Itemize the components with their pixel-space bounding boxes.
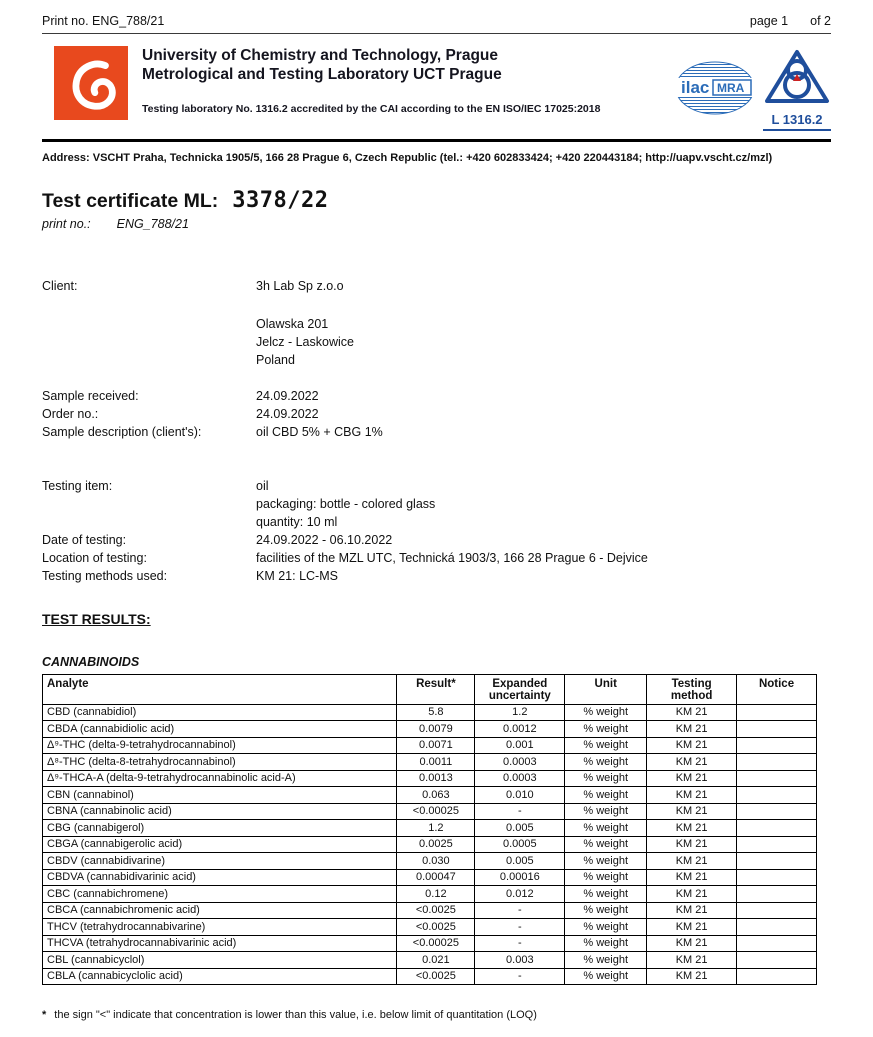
cell-uncertainty: - <box>475 968 565 985</box>
cell-analyte: Δ⁹-THCA-A (delta-9-tetrahydrocannabinolic acid-A) <box>43 770 397 787</box>
cell-method: KM 21 <box>647 853 737 870</box>
client-address <box>256 315 831 369</box>
cell-method: KM 21 <box>647 737 737 754</box>
methods-value: KM 21: LC-MS <box>256 569 338 583</box>
table-row <box>43 935 817 952</box>
cell-result: 0.0025 <box>397 836 475 853</box>
table-row <box>43 737 817 754</box>
cell-notice <box>737 770 817 787</box>
table-row <box>43 968 817 985</box>
cell-method: KM 21 <box>647 869 737 886</box>
cell-analyte: CBL (cannabicyclol) <box>43 952 397 969</box>
testing-item-row <box>42 477 831 531</box>
table-row <box>43 803 817 820</box>
client-label: Client: <box>42 279 78 293</box>
cell-result: 0.0079 <box>397 721 475 738</box>
cannabinoids-group-title: CANNABINOIDS <box>42 655 140 669</box>
table-header-row <box>43 675 817 705</box>
cell-analyte: CBDA (cannabidiolic acid) <box>43 721 397 738</box>
cell-notice <box>737 754 817 771</box>
cell-method: KM 21 <box>647 820 737 837</box>
client-name: 3h Lab Sp z.o.o <box>256 279 344 293</box>
col-header-method: Testing method <box>647 675 737 705</box>
lab-address: Address: VSCHT Praha, Technicka 1905/5, 166 28 Prague 6, Czech Republic (tel.: +420 602833424; +420 220443184; http://uapv.vscht.cz/mzl) <box>42 152 773 164</box>
cell-unit: % weight <box>565 869 647 886</box>
cai-lab-number: L 1316.2 <box>771 112 823 127</box>
text-line: quantity: 10 ml <box>256 515 338 529</box>
cell-notice <box>737 952 817 969</box>
cell-analyte: Δ⁹-THC (delta-9-tetrahydrocannabinol) <box>43 737 397 754</box>
order-no-row <box>42 405 831 423</box>
cell-analyte: CBN (cannabinol) <box>43 787 397 804</box>
methods-row <box>42 567 831 585</box>
org-name-line2: Metrological and Testing Laboratory UCT Prague <box>142 66 502 84</box>
page-total: of 2 <box>810 14 831 28</box>
cell-unit: % weight <box>565 886 647 903</box>
print-no-row <box>42 217 831 231</box>
cell-notice <box>737 820 817 837</box>
print-no-label: print no.: <box>42 217 91 231</box>
table-row <box>43 869 817 886</box>
cell-method: KM 21 <box>647 935 737 952</box>
table-row <box>43 704 817 721</box>
cell-result: <0.0025 <box>397 968 475 985</box>
cell-uncertainty: 0.00016 <box>475 869 565 886</box>
cell-unit: % weight <box>565 935 647 952</box>
cell-uncertainty: - <box>475 919 565 936</box>
cell-analyte: CBLA (cannabicyclolic acid) <box>43 968 397 985</box>
cell-analyte: CBG (cannabigerol) <box>43 820 397 837</box>
certificate-details <box>42 277 831 585</box>
table-row <box>43 770 817 787</box>
cell-notice <box>737 902 817 919</box>
cell-analyte: CBC (cannabichromene) <box>43 886 397 903</box>
cell-uncertainty: 0.005 <box>475 820 565 837</box>
sample-received-row <box>42 387 831 405</box>
cell-analyte: Δ⁸-THC (delta-8-tetrahydrocannabinol) <box>43 754 397 771</box>
cell-analyte: THCVA (tetrahydrocannabivarinic acid) <box>43 935 397 952</box>
letterhead <box>42 44 831 142</box>
cell-unit: % weight <box>565 787 647 804</box>
sample-received-value: 24.09.2022 <box>256 389 319 403</box>
cell-notice <box>737 737 817 754</box>
cell-notice <box>737 836 817 853</box>
location-value: facilities of the MZL UTC, Technická 1903/3, 166 28 Prague 6 - Dejvice <box>256 551 648 565</box>
cell-result: <0.0025 <box>397 902 475 919</box>
cell-unit: % weight <box>565 820 647 837</box>
results-table-body <box>43 704 817 985</box>
cell-notice <box>737 853 817 870</box>
text-line: Jelcz - Laskowice <box>256 335 354 349</box>
cell-method: KM 21 <box>647 770 737 787</box>
table-row <box>43 919 817 936</box>
certificate-number: 3378/22 <box>232 188 329 213</box>
cell-method: KM 21 <box>647 836 737 853</box>
order-no-value: 24.09.2022 <box>256 407 319 421</box>
cell-result: 0.021 <box>397 952 475 969</box>
cell-uncertainty: - <box>475 935 565 952</box>
sample-description-label: Sample description (client's): <box>42 425 202 439</box>
testing-item-value <box>256 477 831 531</box>
cell-analyte: CBDV (cannabidivarine) <box>43 853 397 870</box>
cell-analyte: THCV (tetrahydrocannabivarine) <box>43 919 397 936</box>
results-table <box>42 674 817 985</box>
cell-method: KM 21 <box>647 704 737 721</box>
footnote-marker: * <box>42 1009 47 1021</box>
cell-analyte: CBDVA (cannabidivarinic acid) <box>43 869 397 886</box>
cell-unit: % weight <box>565 704 647 721</box>
location-row <box>42 549 831 567</box>
col-header-result: Result* <box>397 675 475 705</box>
top-header-row <box>42 14 831 34</box>
cell-result: 0.00047 <box>397 869 475 886</box>
text-line: oil <box>256 479 269 493</box>
cell-notice <box>737 886 817 903</box>
table-row <box>43 820 817 837</box>
cell-result: <0.0025 <box>397 919 475 936</box>
org-name-line1: University of Chemistry and Technology, Prague <box>142 47 499 64</box>
location-label: Location of testing: <box>42 551 147 565</box>
cell-uncertainty: 0.0012 <box>475 721 565 738</box>
cell-result: 5.8 <box>397 704 475 721</box>
cell-unit: % weight <box>565 853 647 870</box>
print-number: Print no. ENG_788/21 <box>42 14 165 28</box>
cell-method: KM 21 <box>647 787 737 804</box>
order-no-label: Order no.: <box>42 407 99 421</box>
cell-result: 0.0071 <box>397 737 475 754</box>
cell-uncertainty: 0.0003 <box>475 770 565 787</box>
testing-item-label: Testing item: <box>42 479 113 493</box>
cell-analyte: CBGA (cannabigerolic acid) <box>43 836 397 853</box>
svg-text:MRA: MRA <box>717 81 745 95</box>
ilac-mra-icon <box>673 60 757 116</box>
cell-uncertainty: 0.001 <box>475 737 565 754</box>
cell-unit: % weight <box>565 770 647 787</box>
cell-result: 1.2 <box>397 820 475 837</box>
loq-footnote <box>42 1009 831 1021</box>
table-row <box>43 836 817 853</box>
cell-result: 0.0013 <box>397 770 475 787</box>
cai-accreditation-logo <box>763 48 831 131</box>
footnote-text: the sign "<" indicate that concentration is lower than this value, i.e. below limit of quantitation (LOQ) <box>54 1009 537 1021</box>
uct-logo <box>54 46 128 120</box>
table-row <box>43 787 817 804</box>
cell-uncertainty: 0.0003 <box>475 754 565 771</box>
sample-description-value: oil CBD 5% + CBG 1% <box>256 425 383 439</box>
methods-label: Testing methods used: <box>42 569 168 583</box>
sample-received-label: Sample received: <box>42 389 139 403</box>
cell-uncertainty: - <box>475 803 565 820</box>
svg-text:ilac: ilac <box>681 78 710 97</box>
cell-uncertainty: 0.0005 <box>475 836 565 853</box>
text-line: Poland <box>256 353 295 367</box>
cell-notice <box>737 721 817 738</box>
table-row <box>43 952 817 969</box>
cell-method: KM 21 <box>647 803 737 820</box>
page-indicator <box>750 14 831 28</box>
certificate-title-label: Test certificate ML: <box>42 190 219 212</box>
cai-mark-icon <box>763 48 831 106</box>
cell-uncertainty: 0.010 <box>475 787 565 804</box>
client-address-row <box>42 315 831 369</box>
letterhead-text <box>142 44 673 115</box>
cell-unit: % weight <box>565 754 647 771</box>
print-no-value: ENG_788/21 <box>116 217 189 231</box>
cell-method: KM 21 <box>647 754 737 771</box>
table-row <box>43 721 817 738</box>
accreditation-line: Testing laboratory No. 1316.2 accredited by the CAI according to the EN ISO/IEC 17025:2018 <box>142 102 601 115</box>
cell-uncertainty: 0.012 <box>475 886 565 903</box>
uct-droplet-icon <box>62 54 120 112</box>
cell-result: <0.00025 <box>397 803 475 820</box>
cell-uncertainty: 0.003 <box>475 952 565 969</box>
cell-unit: % weight <box>565 919 647 936</box>
client-row <box>42 277 831 295</box>
cell-result: 0.030 <box>397 853 475 870</box>
cell-notice <box>737 803 817 820</box>
table-row <box>43 886 817 903</box>
cell-result: 0.0011 <box>397 754 475 771</box>
table-row <box>43 853 817 870</box>
col-header-notice: Notice <box>737 675 817 705</box>
cell-analyte: CBCA (cannabichromenic acid) <box>43 902 397 919</box>
text-line: packaging: bottle - colored glass <box>256 497 436 511</box>
text-line: Olawska 201 <box>256 317 329 331</box>
page-number: page 1 <box>749 14 789 28</box>
table-row <box>43 902 817 919</box>
cell-notice <box>737 919 817 936</box>
col-header-uncertainty: Expanded uncertainty <box>475 675 565 705</box>
cell-method: KM 21 <box>647 952 737 969</box>
cell-notice <box>737 968 817 985</box>
date-of-testing-label: Date of testing: <box>42 533 127 547</box>
cell-unit: % weight <box>565 836 647 853</box>
cell-result: 0.063 <box>397 787 475 804</box>
cell-notice <box>737 704 817 721</box>
cell-notice <box>737 935 817 952</box>
cell-analyte: CBNA (cannabinolic acid) <box>43 803 397 820</box>
cell-method: KM 21 <box>647 886 737 903</box>
cell-result: <0.00025 <box>397 935 475 952</box>
col-header-analyte: Analyte <box>43 675 397 705</box>
cell-unit: % weight <box>565 968 647 985</box>
cell-unit: % weight <box>565 737 647 754</box>
col-header-unit: Unit <box>565 675 647 705</box>
cell-method: KM 21 <box>647 902 737 919</box>
cell-uncertainty: 0.005 <box>475 853 565 870</box>
cell-uncertainty: - <box>475 902 565 919</box>
cell-unit: % weight <box>565 721 647 738</box>
cell-unit: % weight <box>565 902 647 919</box>
cell-notice <box>737 869 817 886</box>
cell-unit: % weight <box>565 803 647 820</box>
cell-method: KM 21 <box>647 919 737 936</box>
cell-method: KM 21 <box>647 968 737 985</box>
test-results-heading: TEST RESULTS: <box>42 611 151 627</box>
certificate-title <box>42 188 831 213</box>
accreditation-logos <box>673 48 831 131</box>
sample-description-row <box>42 423 831 441</box>
cell-notice <box>737 787 817 804</box>
cell-analyte: CBD (cannabidiol) <box>43 704 397 721</box>
table-row <box>43 754 817 771</box>
ilac-mra-logo <box>673 60 757 121</box>
cell-unit: % weight <box>565 952 647 969</box>
date-of-testing-row <box>42 531 831 549</box>
cell-method: KM 21 <box>647 721 737 738</box>
cell-uncertainty: 1.2 <box>475 704 565 721</box>
cell-result: 0.12 <box>397 886 475 903</box>
date-of-testing-value: 24.09.2022 - 06.10.2022 <box>256 533 393 547</box>
